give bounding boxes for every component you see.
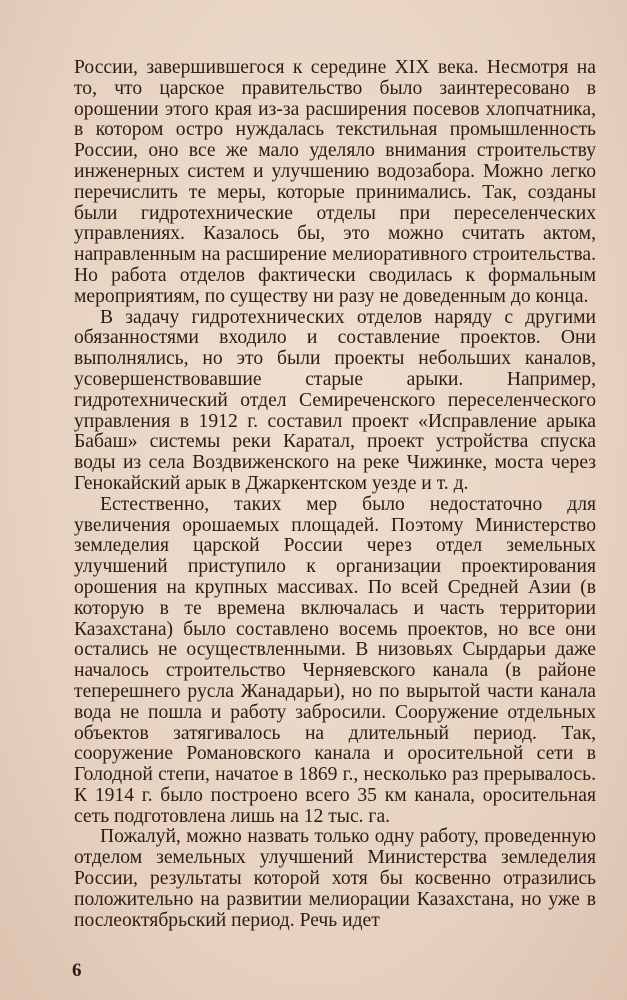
paragraph-4: Пожалуй, можно назвать только одну работу, проведенную отделом земельных улучшений Министерства земледелия России, результаты которой хотя бы косвенно отразились положительно на развитии мелиорации Казахстана, но уже в послеоктябрьский период. Речь идет bbox=[74, 826, 596, 931]
paragraph-3: Естественно, таких мер было недостаточно для увеличения орошаемых площадей. Поэтому Министерство земледелия царской России через отдел земельных улучшений приступило к организации проектирования орошения на крупных массивах. По всей Средней Азии (в которую в те времена включалась и часть территории Казахстана) было составлено восемь проектов, но все они остались не осуществленными. В низовьях Сырдарьи даже началось строительство Черняевского канала (в районе теперешнего русла Жанадарьи), но по вырытой части канала вода не пошла и работу забросили. Сооружение отдельных объектов затягивалось на длительный период. Так, сооружение Романовского канала и оросительной сети в Голодной степи, начатое в 1869 г., несколько раз прерывалось. К 1914 г. было построено всего 35 км канала, оросительная сеть подготовлена лишь на 12 тыс. га. bbox=[74, 493, 596, 827]
paragraph-1: России, завершившегося к середине XIX века. Несмотря на то, что царское правительство было заинтересовано в орошении этого края из-за расширения посевов хлопчатника, в котором остро нуждалась текстильная промышленность России, оно все же мало уделяло внимания строительству инженерных систем и улучшению водозабора. Можно легко перечислить те меры, которые принимались. Так, созданы были гидротехнические отделы при переселенческих управлениях. Казалось бы, это можно считать актом, направленным на расширение мелиоративного строительства. Но работа отделов фактически сводилась к формальным мероприятиям, по существу ни разу не доведенным до конца. bbox=[74, 57, 596, 307]
body-text bbox=[74, 58, 596, 931]
page-number: 6 bbox=[72, 960, 82, 981]
paragraph-2: В задачу гидротехнических отделов наряду с другими обязанностями входило и составление проектов. Они выполнялись, но это были проекты небольших каналов, усовершенствовавшие старые арыки. Например, гидротехнический отдел Семиреченского переселенческого управления в 1912 г. составил проект «Исправление арыка Бабаш» системы реки Каратал, проект устройства спуска воды из села Воздвиженского на реке Чижинке, моста через Генокайский арык в Джаркентском уезде и т. д. bbox=[74, 306, 596, 494]
